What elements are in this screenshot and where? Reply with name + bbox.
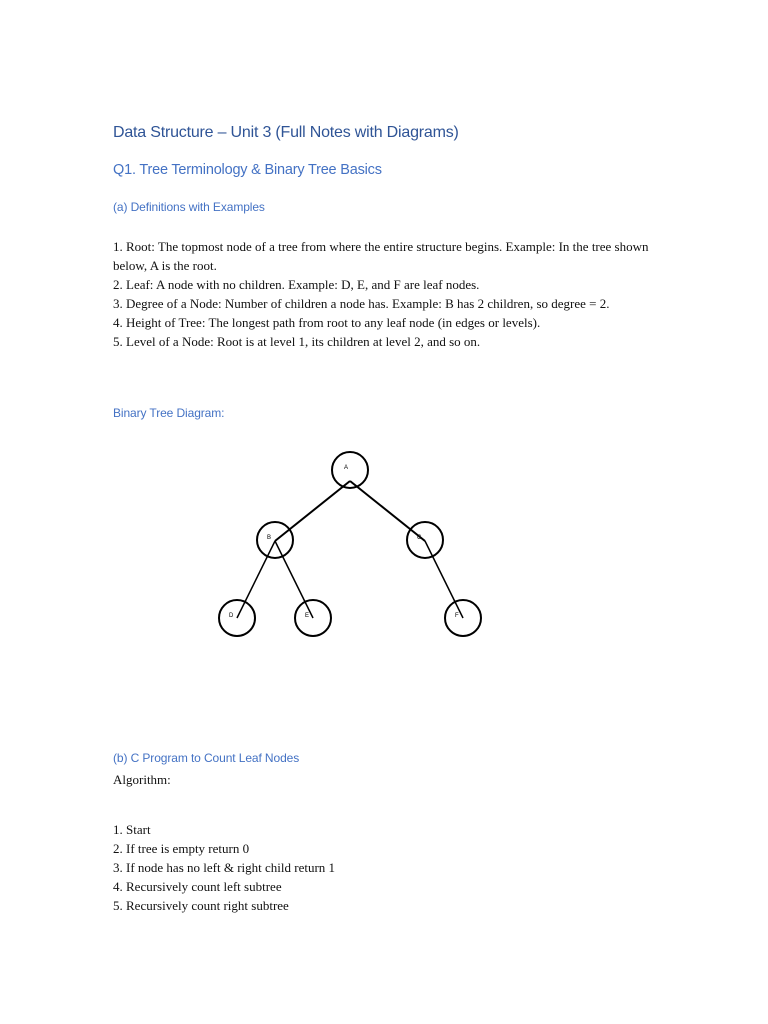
document-title: Data Structure – Unit 3 (Full Notes with Diagrams) xyxy=(113,124,459,141)
definition-leaf: 2. Leaf: A node with no children. Example: D, E, and F are leaf nodes. xyxy=(113,277,480,292)
definition-level: 5. Level of a Node: Root is at level 1, its children at level 2, and so on. xyxy=(113,334,481,349)
tree-node-a xyxy=(332,452,368,488)
definition-degree: 3. Degree of a Node: Number of children a node has. Example: B has 2 children, so degree = 2. xyxy=(113,296,610,311)
tree-node-b-label: B xyxy=(267,535,272,541)
definition-root: 1. Root: The topmost node of a tree from where the entire structure begins. Example: In the tree shown below, A is the root. xyxy=(113,239,649,273)
algorithm-step: 5. Recursively count right subtree xyxy=(113,898,289,913)
tree-edge-a-c xyxy=(350,481,425,541)
tree-node-a-label: A xyxy=(344,465,349,471)
algorithm-step: 2. If tree is empty return 0 xyxy=(113,841,250,856)
tree-node-d-label: D xyxy=(229,613,234,619)
tree-node-e-label: E xyxy=(305,613,310,619)
tree-node-c-label: C xyxy=(417,535,422,541)
section-a-heading: (a) Definitions with Examples xyxy=(113,200,265,214)
tree-node-f-label: F xyxy=(455,613,459,619)
algorithm-step: 4. Recursively count left subtree xyxy=(113,879,282,894)
algorithm-step: 3. If node has no left & right child return 1 xyxy=(113,860,336,875)
section-b-heading: (b) C Program to Count Leaf Nodes xyxy=(113,751,300,765)
algorithm-step: 1. Start xyxy=(113,822,151,837)
tree-edge-c-f xyxy=(425,541,463,618)
tree-edge-b-e xyxy=(275,541,313,618)
tree-edge-b-d xyxy=(237,541,275,618)
algorithm-label-block xyxy=(113,770,658,789)
algorithm-steps xyxy=(113,820,658,915)
diagram-heading: Binary Tree Diagram: xyxy=(113,406,225,420)
tree-edge-a-b xyxy=(275,481,350,541)
algorithm-label: Algorithm: xyxy=(113,772,171,787)
question-heading: Q1. Tree Terminology & Binary Tree Basics xyxy=(113,162,382,178)
definition-height: 4. Height of Tree: The longest path from root to any leaf node (in edges or levels). xyxy=(113,315,541,330)
